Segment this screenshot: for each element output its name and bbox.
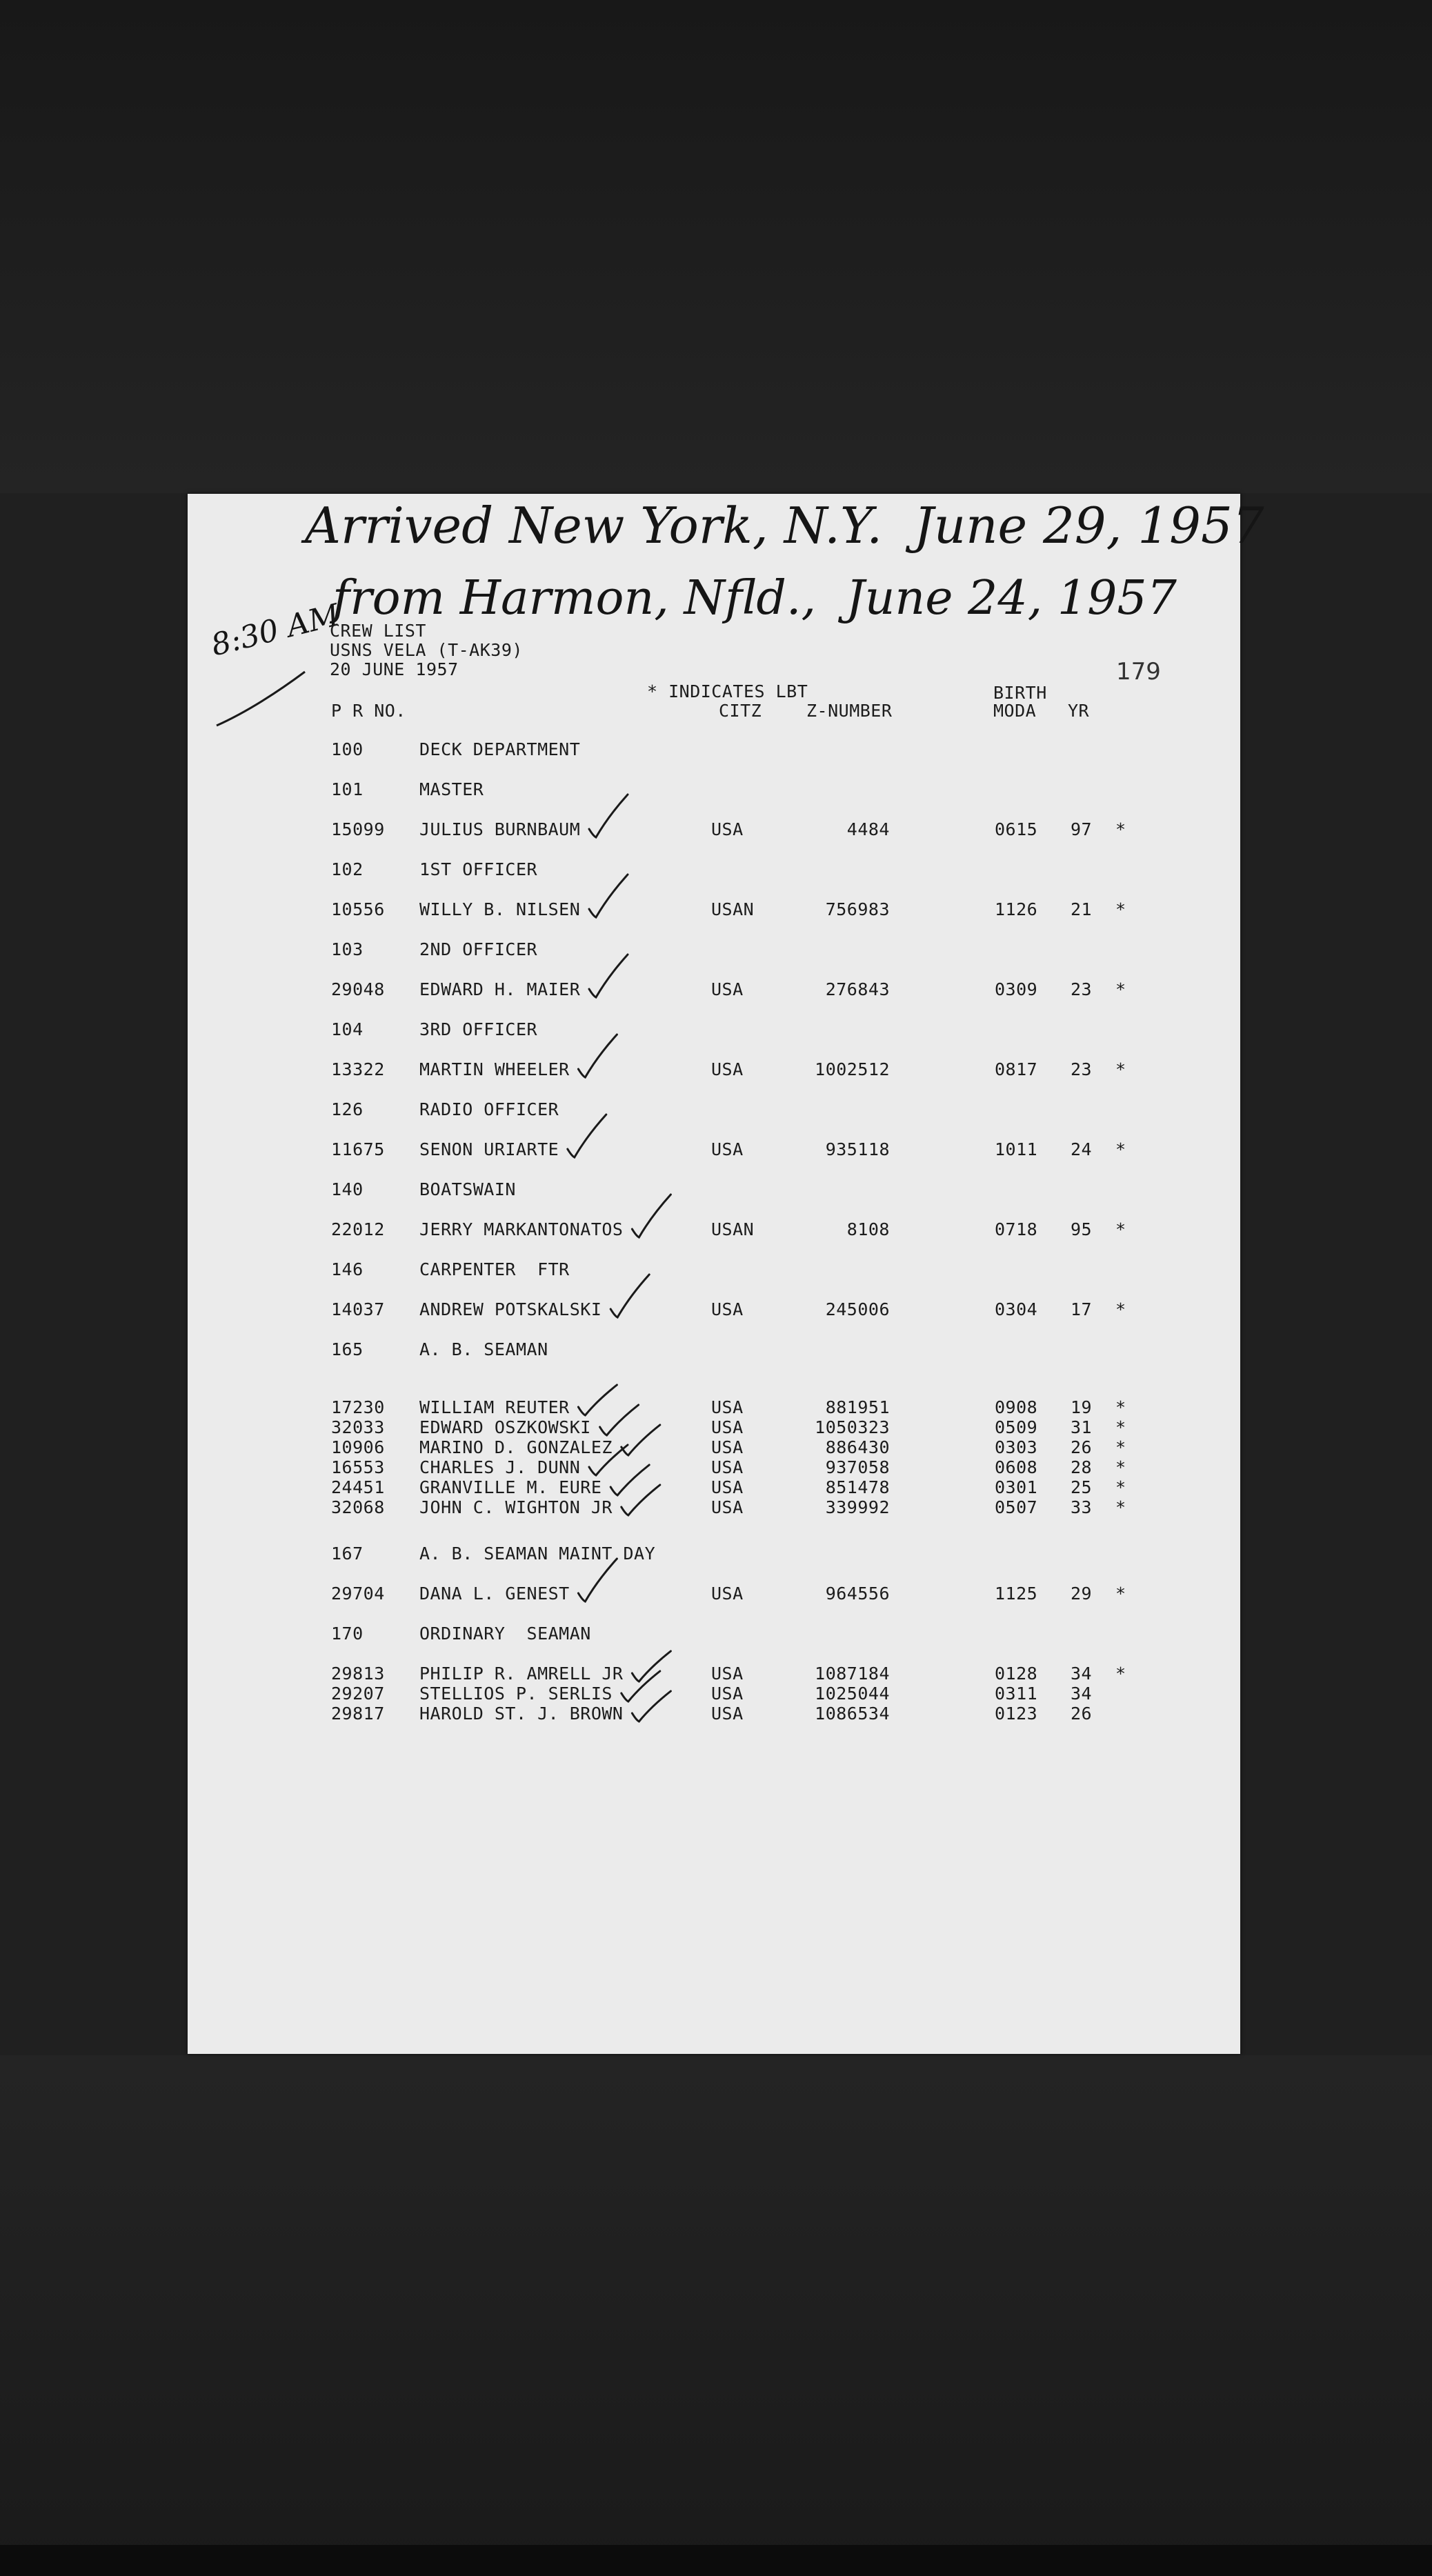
pr-number: 32068 [331,1497,385,1517]
pr-number: 100 [331,739,364,759]
handwritten-underline [217,672,305,726]
z-number: 964556 [825,1584,890,1604]
birth-year: 26 [1071,1437,1093,1457]
pr-number: 16553 [331,1457,385,1477]
lbt-marker: * [1115,1299,1126,1319]
lbt-marker: * [1115,1059,1126,1079]
check-mark [610,1275,649,1317]
crew-list-title: CREW LIST [330,621,426,641]
crew-name: SENON URIARTE [419,1139,559,1159]
citizenship: USA [711,1704,744,1724]
z-number: 881951 [825,1397,890,1417]
birth-moda: 0301 [995,1477,1038,1497]
pr-number: 13322 [331,1059,385,1079]
prno-column-header: P R NO. [331,701,406,721]
birth-moda: 1125 [995,1584,1038,1604]
check-mark [610,1465,649,1495]
citizenship: USA [711,1299,744,1319]
birth-moda: 0311 [995,1684,1038,1704]
check-mark [632,1691,670,1721]
birth-year: 21 [1071,899,1093,919]
birth-year: 33 [1071,1497,1093,1517]
birth-year: 23 [1071,1059,1093,1079]
check-mark [600,1405,639,1435]
check-mark [621,1671,660,1701]
birth-moda: 0507 [995,1497,1038,1517]
film-edge [0,2545,1432,2576]
crew-name: GRANVILLE M. EURE [419,1477,602,1497]
pr-number: 15099 [331,819,385,839]
pr-number: 17230 [331,1397,385,1417]
lbt-marker: * [1115,1477,1126,1497]
pr-number: 10906 [331,1437,385,1457]
birth-moda: 0615 [995,819,1038,839]
citizenship: USA [711,1417,744,1437]
lbt-marker: * [1115,979,1126,999]
department-heading: A. B. SEAMAN MAINT DAY [419,1544,656,1564]
pr-number: 24451 [331,1477,385,1497]
citizenship: USA [711,1664,744,1684]
lbt-marker: * [1115,899,1126,919]
birth-moda: 0608 [995,1457,1038,1477]
check-mark [578,1035,617,1077]
pr-number: 29813 [331,1664,385,1684]
pr-number: 140 [331,1179,364,1199]
handwritten-time-note: 8:30 AM [208,597,344,663]
lbt-note: * INDICATES LBT [647,681,808,701]
lbt-marker: * [1115,1457,1126,1477]
list-date: 20 JUNE 1957 [330,659,459,679]
pr-number: 29704 [331,1584,385,1604]
z-number: 1025044 [815,1684,890,1704]
check-mark [568,1115,606,1157]
pr-number: 29048 [331,979,385,999]
citizenship: USA [711,1139,744,1159]
pr-number: 146 [331,1259,364,1279]
citizenship: USA [711,979,744,999]
department-heading: 3RD OFFICER [419,1019,538,1039]
crew-name: PHILIP R. AMRELL JR [419,1664,624,1684]
yr-column-header: YR [1068,701,1090,721]
microfilm-background-top [0,0,1432,493]
check-marks [188,494,1240,2054]
citizenship: USA [711,1397,744,1417]
z-number: 4484 [846,819,890,839]
z-number: 8108 [846,1219,890,1239]
check-mark [589,795,628,837]
z-number: 1087184 [815,1664,890,1684]
lbt-marker: * [1115,1417,1126,1437]
department-heading: MASTER [419,779,484,799]
pr-number: 22012 [331,1219,385,1239]
birth-moda: 0817 [995,1059,1038,1079]
crew-name: JOHN C. WIGHTON JR [419,1497,613,1517]
birth-year: 17 [1071,1299,1093,1319]
citizenship: USA [711,819,744,839]
moda-column-header: MODA [993,701,1037,721]
z-number: 1050323 [815,1417,890,1437]
citizenship: USA [711,1437,744,1457]
pr-number: 11675 [331,1139,385,1159]
citizenship: USA [711,1059,744,1079]
crew-name: DANA L. GENEST [419,1584,570,1604]
z-number: 339992 [825,1497,890,1517]
z-number: 935118 [825,1139,890,1159]
birth-year: 34 [1071,1684,1093,1704]
z-number: 886430 [825,1437,890,1457]
birth-year: 97 [1071,819,1093,839]
birth-year: 25 [1071,1477,1093,1497]
microfilm-background-bottom [0,2055,1432,2576]
citz-column-header: CITZ [719,701,762,721]
department-heading: DECK DEPARTMENT [419,739,581,759]
birth-moda: 0128 [995,1664,1038,1684]
crew-name: JERRY MARKANTONATOS [419,1219,624,1239]
department-heading: ORDINARY SEAMAN [419,1624,591,1644]
page-number: 179 [1116,658,1161,686]
crew-name: CHARLES J. DUNN [419,1457,581,1477]
citizenship: USA [711,1457,744,1477]
pr-number: 32033 [331,1417,385,1437]
crew-list-page [188,494,1264,2054]
crew-name: ANDREW POTSKALSKI [419,1299,602,1319]
z-number: 1086534 [815,1704,890,1724]
lbt-marker: * [1115,1437,1126,1457]
z-number: 756983 [825,899,890,919]
crew-name: MARTIN WHEELER [419,1059,570,1079]
pr-number: 165 [331,1339,364,1359]
z-number: 851478 [825,1477,890,1497]
handwritten-arrival-note: Arrived New York, N.Y. June 29, 1957 [305,497,1264,555]
department-heading: CARPENTER FTR [419,1259,570,1279]
birth-moda: 0718 [995,1219,1038,1239]
department-heading: 2ND OFFICER [419,939,538,959]
check-mark [589,875,628,917]
lbt-marker: * [1115,1497,1126,1517]
pr-number: 104 [331,1019,364,1039]
birth-moda: 0123 [995,1704,1038,1724]
handwritten-departure-note: from Harmon, Nfld., June 24, 1957 [332,571,1177,626]
check-mark [632,1195,670,1237]
birth-moda: 0309 [995,979,1038,999]
z-number: 1002512 [815,1059,890,1079]
pr-number: 103 [331,939,364,959]
lbt-marker: * [1115,1584,1126,1604]
birth-year: 31 [1071,1417,1093,1437]
z-number: 937058 [825,1457,890,1477]
check-mark [621,1425,660,1455]
lbt-marker: * [1115,819,1126,839]
birth-column-header: BIRTH [993,683,1047,703]
citizenship: USA [711,1477,744,1497]
pr-number: 101 [331,779,364,799]
crew-name: HAROLD ST. J. BROWN [419,1704,624,1724]
ship-name: USNS VELA (T-AK39) [330,640,523,660]
birth-year: 19 [1071,1397,1093,1417]
pr-number: 167 [331,1544,364,1564]
birth-year: 26 [1071,1704,1093,1724]
lbt-marker: * [1115,1139,1126,1159]
z-number: 245006 [825,1299,890,1319]
check-mark [589,955,628,997]
pr-number: 102 [331,859,364,879]
lbt-marker: * [1115,1664,1126,1684]
birth-year: 34 [1071,1664,1093,1684]
crew-name: WILLIAM REUTER [419,1397,570,1417]
department-heading: 1ST OFFICER [419,859,538,879]
crew-name: EDWARD H. MAIER [419,979,581,999]
birth-year: 95 [1071,1219,1093,1239]
check-mark [621,1485,660,1515]
birth-moda: 0303 [995,1437,1038,1457]
crew-name: JULIUS BURNBAUM [419,819,581,839]
crew-name: EDWARD OSZKOWSKI [419,1417,591,1437]
pr-number: 126 [331,1099,364,1119]
department-heading: RADIO OFFICER [419,1099,559,1119]
pr-number: 10556 [331,899,385,919]
birth-moda: 1011 [995,1139,1038,1159]
lbt-marker: * [1115,1397,1126,1417]
z-number: 276843 [825,979,890,999]
birth-moda: 0509 [995,1417,1038,1437]
pr-number: 14037 [331,1299,385,1319]
znumber-column-header: Z-NUMBER [806,701,893,721]
crew-name: MARINO D. GONZALEZ [419,1437,613,1457]
check-mark [578,1385,617,1415]
citizenship: USAN [711,1219,755,1239]
citizenship: USAN [711,899,755,919]
lbt-marker: * [1115,1219,1126,1239]
department-heading: BOATSWAIN [419,1179,516,1199]
citizenship: USA [711,1497,744,1517]
birth-year: 23 [1071,979,1093,999]
birth-year: 24 [1071,1139,1093,1159]
pr-number: 29817 [331,1704,385,1724]
crew-name: WILLY B. NILSEN [419,899,581,919]
birth-year: 29 [1071,1584,1093,1604]
pr-number: 170 [331,1624,364,1644]
check-mark [578,1559,617,1601]
birth-moda: 0304 [995,1299,1038,1319]
citizenship: USA [711,1684,744,1704]
birth-moda: 0908 [995,1397,1038,1417]
department-heading: A. B. SEAMAN [419,1339,548,1359]
crew-name: STELLIOS P. SERLIS [419,1684,613,1704]
citizenship: USA [711,1584,744,1604]
pr-number: 29207 [331,1684,385,1704]
birth-moda: 1126 [995,899,1038,919]
check-mark [589,1445,628,1475]
birth-year: 28 [1071,1457,1093,1477]
